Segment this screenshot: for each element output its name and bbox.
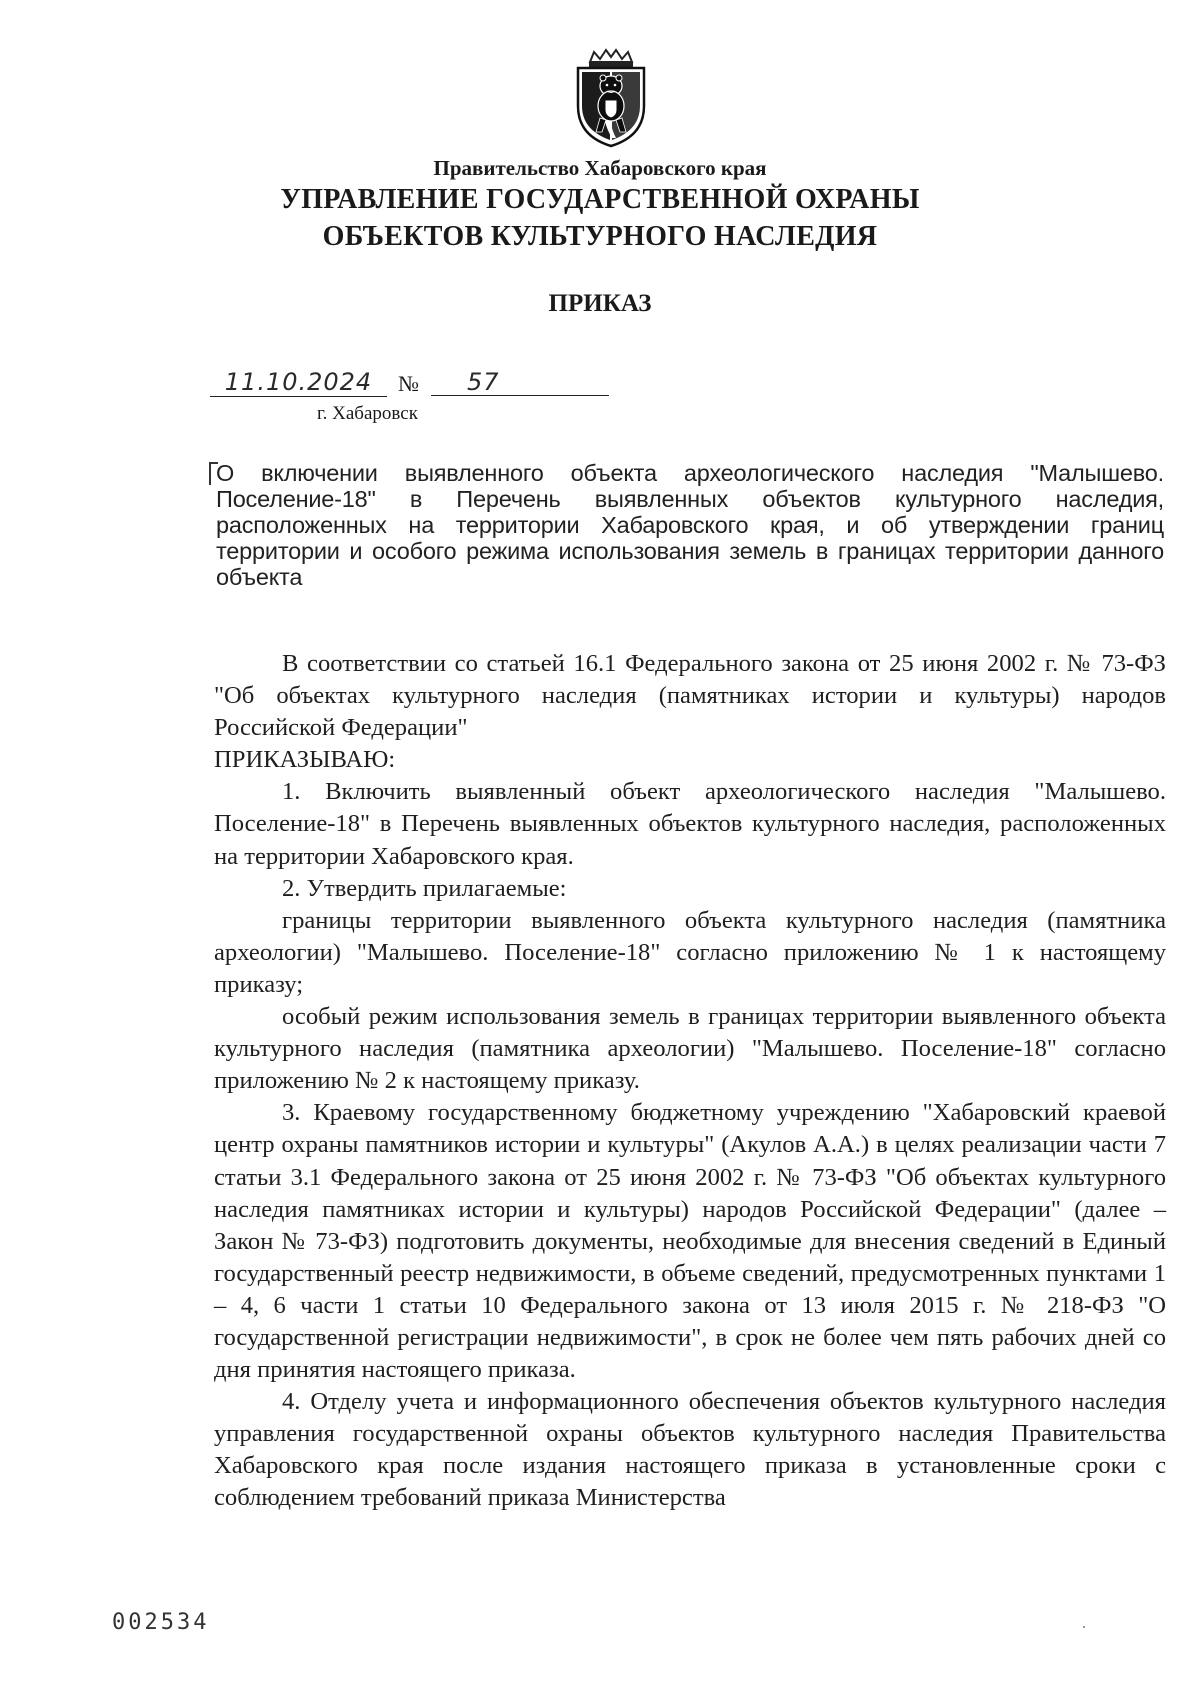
item-4-paragraph: 4. Отделу учета и информационного обеспечения объектов культурного наследия управления государственной охраны объектов культурного наследия Правительства Хабаровского края после издания настоящего приказа в установленные сроки с соблюдением требований приказа Министерства: [214, 1388, 1166, 1512]
item-2-paragraph: 2. Утвердить прилагаемые:: [282, 874, 567, 902]
order-body: [214, 648, 1166, 1515]
item-2b-paragraph: особый режим использования земель в границах территории выявленного объекта культурного наследия (памятника археологии) "Малышево. Поселение-18" согласно приложению № 2 к настоящему приказу.: [214, 1003, 1166, 1095]
order-city: г. Хабаровск: [317, 403, 418, 424]
item-2a-paragraph: границы территории выявленного объекта культурного наследия (памятника археологии) "Малышево. Поселение-18" согласно приложению № 1 к настоящему приказу;: [214, 906, 1166, 998]
order-subject: О включении выявленного объекта археологического наследия "Малышево. Поселение-18" в Перечень выявленных объектов культурного наследия, расположенных на территории Хабаровского края, и об утверждении границ территории и особого режима использования земель в границах территории данного объекта: [216, 460, 1164, 590]
department-name-line-1: УПРАВЛЕНИЕ ГОСУДАРСТВЕННОЙ ОХРАНЫ: [280, 184, 920, 215]
department-name-line-2: ОБЪЕКТОВ КУЛЬТУРНОГО НАСЛЕДИЯ: [322, 221, 878, 252]
item-1-paragraph: 1. Включить выявленный объект археологического наследия "Малышево. Поселение-18" в Перечень выявленных объектов культурного наследия, расположенных на территории Хабаровского края.: [214, 778, 1166, 870]
scan-speck: [1083, 1626, 1085, 1628]
government-name: Правительство Хабаровского края: [433, 156, 767, 180]
order-number-field: 57: [431, 368, 609, 396]
item-3-paragraph: 3. Краевому государственному бюджетному учреждению "Хабаровский краевой центр охраны памятников истории и культуры" (Акулов А.А.) в целях реализации части 7 статьи 3.1 Федерального закона от 25 июня 2002 г. № 73-ФЗ "Об объектах культурного наследия памятниках истории и культуры) народов Российской Федерации" (далее – Закон № 73-ФЗ) подготовить документы, необходимые для внесения сведений в Единый государственный реестр недвижимости, в объеме сведений, предусмотренных пунктами 1 – 4, 6 части 1 статьи 10 Федерального закона от 13 июля 2015 г. № 218-ФЗ "О государственной регистрации недвижимости", в срок не более чем пять рабочих дней со дня принятия настоящего приказа.: [214, 1099, 1166, 1384]
document-type-title: ПРИКАЗ: [548, 290, 652, 317]
order-date-field: 11.10.2024: [210, 368, 387, 397]
order-date-number-row: [210, 368, 610, 408]
preamble-paragraph: В соответствии со статьей 16.1 Федерального закона от 25 июня 2002 г. № 73-ФЗ "Об объектах культурного наследия (памятниках истории и культуры) народов Российской Федерации": [214, 650, 1166, 742]
order-number-label: №: [398, 371, 419, 396]
khabarovsk-krai-coat-of-arms-icon: [570, 48, 652, 150]
order-word: ПРИКАЗЫВАЮ:: [214, 746, 396, 774]
document-code: 002534: [112, 1610, 210, 1635]
